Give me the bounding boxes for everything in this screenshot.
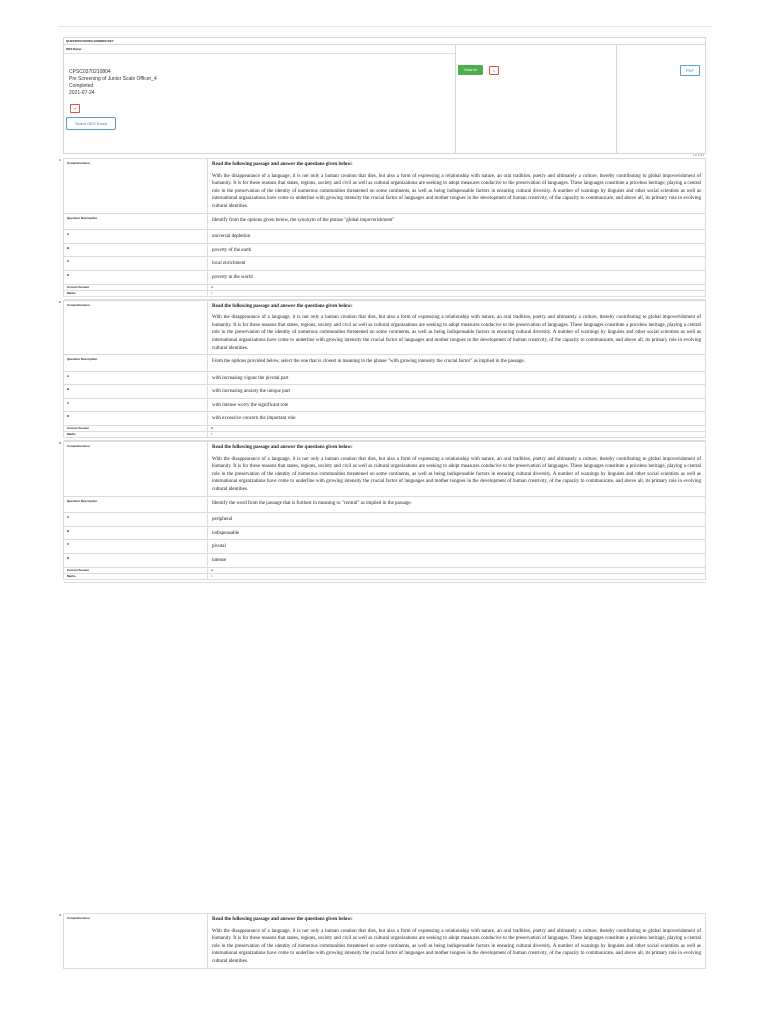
question-description-label: Question Description xyxy=(64,355,208,372)
answer-key-page-2 xyxy=(59,913,706,969)
option-text: with increasing anxiety the unique part xyxy=(208,385,706,399)
option-row xyxy=(64,371,706,385)
search-button[interactable]: Search xyxy=(458,65,483,75)
comprehension-row xyxy=(64,442,706,497)
option-key: C xyxy=(64,540,208,554)
passage-body: With the disappearance of a language, it is not only a human creation that dies, but also a form of expressing a relationship with nature, an oral tradition, poetry and ultimately a culture, thereby contributing to global impoverishment of humanity. It is for these reasons that states, regions, society and civil as well as cultural organizations are seeking to adopt measures conducive to the preservation of languages. These languages constitute a priceless heritage, playing a central role in the preservation of the identity of numerous communities threatened on some continents, as well as being indispensable factors in ensuring cultural diversity. A number of warnings by linguists and other social scientists as well as international organizations have come to underline with growing intensity the crucial factor of languages and mother tongues in the development of human creativity, of the capacity to communicate, and above all, its primary role in evolving cultural identities. xyxy=(212,315,701,351)
option-row xyxy=(64,243,706,257)
passage-body: With the disappearance of a language, it is not only a human creation that dies, but also a form of expressing a relationship with nature, an oral tradition, poetry and ultimately a culture, thereby contributing to global impoverishment of humanity. It is for these reasons that states, regions, society and civil as well as cultural organizations are seeking to adopt measures conducive to the preservation of languages. These languages constitute a priceless heritage, playing a central role in the preservation of the identity of numerous communities threatened on some continents, as well as being indispensable factors in ensuring cultural diversity. A number of warnings by linguists and other social scientists as well as international organizations have come to underline with growing intensity the crucial factor of languages and mother tongues in the development of human creativity, of the capacity to communicate, and above all, its primary role in evolving cultural identities. xyxy=(212,928,701,964)
question-description: Identify from the options given below, the synonym of the phrase "global impoverishment" xyxy=(208,213,706,230)
marks-label: Marks xyxy=(64,432,208,438)
top-divider xyxy=(58,26,712,27)
questions-list xyxy=(59,158,706,583)
question-block xyxy=(59,158,706,300)
question-table xyxy=(63,913,706,969)
exam-status: Completed xyxy=(69,83,94,89)
passage-cell xyxy=(208,300,706,355)
option-key: D xyxy=(64,554,208,568)
marks-value: 1 xyxy=(208,573,706,579)
option-text: local enrichment xyxy=(208,257,706,271)
option-row xyxy=(64,385,706,399)
search-cell xyxy=(455,45,617,153)
option-key: A xyxy=(64,230,208,244)
correct-answer-label: Correct Answer xyxy=(64,567,208,573)
option-text: universal depletion xyxy=(208,230,706,244)
option-row xyxy=(64,412,706,426)
question-block xyxy=(59,913,706,969)
option-row xyxy=(64,540,706,554)
exam-name: Pre Screening of Junior Scale Officer_4 xyxy=(69,76,157,82)
option-row xyxy=(64,257,706,271)
option-key: B xyxy=(64,526,208,540)
separator-cell xyxy=(64,579,208,582)
question-block xyxy=(59,299,706,442)
option-text: indispensable xyxy=(208,526,706,540)
option-key: A xyxy=(64,371,208,385)
selected-exam-info xyxy=(69,69,157,97)
marks-label: Marks xyxy=(64,573,208,579)
exam-filter-panel xyxy=(63,44,706,154)
passage-body: With the disappearance of a language, it is not only a human creation that dies, but also a form of expressing a relationship with nature, an oral tradition, poetry and ultimately a culture, thereby contributing to global impoverishment of humanity. It is for these reasons that states, regions, society and civil as well as cultural organizations are seeking to adopt measures conducive to the preservation of languages. These languages constitute a priceless heritage, playing a central role in the preservation of the identity of numerous communities threatened on some continents, as well as being indispensable factors in ensuring cultural diversity. A number of warnings by linguists and other social scientists as well as international organizations have come to underline with growing intensity the crucial factor of languages and mother tongues in the development of human creativity, of the capacity to communicate, and above all, its primary role in evolving cultural identities. xyxy=(212,173,701,209)
marks-value: 1 xyxy=(208,290,706,296)
option-text: pivotal xyxy=(208,540,706,554)
option-text: with intense worry the significant role xyxy=(208,398,706,412)
passage-title: Read the following passage and answer the questions given below: xyxy=(212,445,353,451)
option-key: A xyxy=(64,513,208,527)
comprehension-row xyxy=(64,159,706,214)
passage-title: Read the following passage and answer the questions given below: xyxy=(212,917,353,922)
question-number: 1 xyxy=(59,158,61,162)
pagination-info: 1 to 4 of 4 xyxy=(692,154,704,157)
option-text: peripheral xyxy=(208,513,706,527)
correct-answer-value: A xyxy=(208,284,706,290)
correct-answer-label: Correct Answer xyxy=(64,426,208,432)
option-key: D xyxy=(64,412,208,426)
remove-exam-button[interactable]: x xyxy=(70,104,80,113)
question-description: From the options provided below, select the one that is closest in meaning to the phrase "with growing intensity the crucial factor" as implied in the passage. xyxy=(208,355,706,372)
correct-answer-value: D xyxy=(208,426,706,432)
passage-title: Read the following passage and answer the questions given below: xyxy=(212,162,353,167)
pdf-button[interactable]: PDF xyxy=(680,65,700,76)
option-text: poverty in the world xyxy=(208,270,706,284)
passage-cell xyxy=(208,914,706,969)
option-key: C xyxy=(64,257,208,271)
question-description-label: Question Description xyxy=(64,213,208,230)
option-text: with excessive concern the important role xyxy=(208,412,706,426)
option-row xyxy=(64,554,706,568)
correct-answer-label: Correct Answer xyxy=(64,284,208,290)
exam-date: 2021-07-24 xyxy=(69,90,95,96)
comprehension-row xyxy=(64,914,706,969)
comprehension-label: Comprehension xyxy=(64,914,208,969)
marks-value: 1 xyxy=(208,432,706,438)
option-row xyxy=(64,270,706,284)
correct-answer-value: A xyxy=(208,567,706,573)
question-table xyxy=(63,441,706,583)
option-row xyxy=(64,513,706,527)
question-description-label: Question Description xyxy=(64,496,208,513)
option-row xyxy=(64,526,706,540)
exam-label: OES Name xyxy=(64,45,455,54)
comprehension-label: Comprehension xyxy=(64,442,208,497)
page-title: QUESTION PAPER ANSWER KEY xyxy=(63,37,706,44)
answer-key-page-1 xyxy=(59,37,706,583)
question-description: Identify the word from the passage that is furthest in meaning to "central" as implied in the passage. xyxy=(208,496,706,513)
description-row xyxy=(64,355,706,372)
description-row xyxy=(64,213,706,230)
option-key: B xyxy=(64,243,208,257)
questions-list-page-2 xyxy=(59,913,706,969)
row-separator xyxy=(64,579,706,582)
comprehension-row xyxy=(64,300,706,355)
passage-cell xyxy=(208,442,706,497)
exam-selection-cell xyxy=(64,45,456,153)
question-table xyxy=(63,300,706,442)
clear-button[interactable]: x xyxy=(489,66,499,75)
select-exam-button[interactable]: Select OES Exam xyxy=(66,117,116,130)
option-key: D xyxy=(64,270,208,284)
exam-code: CPSC0370210804 xyxy=(69,69,111,75)
question-number: 4 xyxy=(59,913,61,917)
separator-cell xyxy=(208,579,706,582)
passage-body: With the disappearance of a language, it is not only a human creation that dies, but also a form of expressing a relationship with nature, an oral tradition, poetry and ultimately a culture, thereby contributing to global impoverishment of humanity. It is for these reasons that states, regions, society and civil as well as cultural organizations are seeking to adopt measures conducive to the preservation of languages. These languages constitute a priceless heritage, playing a central role in the preservation of the identity of numerous communities threatened on some continents, as well as being indispensable factors in ensuring cultural diversity. A number of warnings by linguists and other social scientists as well as international organizations have come to underline with growing intensity the crucial factor of languages and mother tongues in the development of human creativity, of the capacity to communicate, and above all, its primary role in evolving cultural identities. xyxy=(212,456,701,493)
option-key: B xyxy=(64,385,208,399)
option-row xyxy=(64,398,706,412)
option-key: C xyxy=(64,398,208,412)
question-number: 2 xyxy=(59,299,61,304)
question-table xyxy=(63,158,706,300)
marks-label: Marks xyxy=(64,290,208,296)
option-text: intense xyxy=(208,554,706,568)
comprehension-label: Comprehension xyxy=(64,300,208,355)
question-number: 3 xyxy=(59,441,61,446)
passage-cell xyxy=(208,159,706,214)
comprehension-label: Comprehension xyxy=(64,159,208,214)
question-block xyxy=(59,441,706,583)
description-row xyxy=(64,496,706,513)
option-row xyxy=(64,230,706,244)
passage-title: Read the following passage and answer the questions given below: xyxy=(212,303,353,309)
option-text: poverty of the earth xyxy=(208,243,706,257)
option-text: with increasing vigour the pivotal part xyxy=(208,371,706,385)
